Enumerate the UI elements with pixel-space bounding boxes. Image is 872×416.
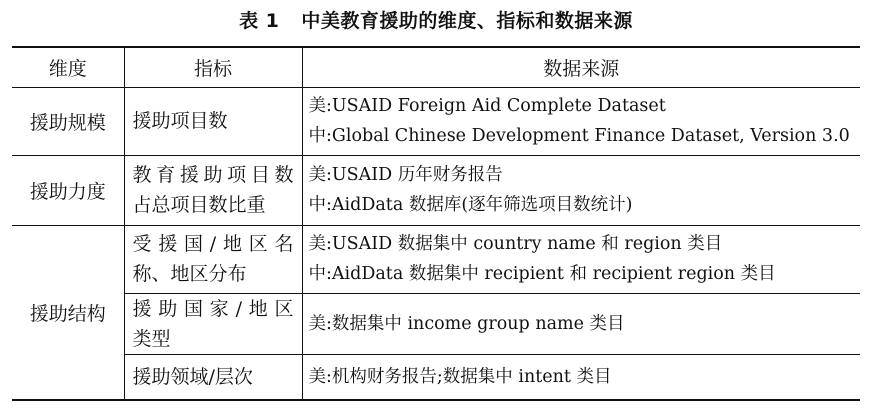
indicator-line: 教育援助项目数 — [132, 164, 294, 186]
indicator-cell — [124, 155, 302, 225]
table-row — [12, 354, 860, 400]
table-number: 表 1 — [239, 10, 280, 32]
table-row — [12, 87, 860, 155]
source-cell — [302, 225, 860, 293]
dimension-cell: 援助力度 — [12, 155, 124, 225]
source-line: 美:USAID 数据集中 country name 和 region 类目 — [308, 234, 723, 254]
indicator-cell — [124, 87, 302, 155]
dimension-cell: 援助规模 — [12, 87, 124, 155]
indicator-cell — [124, 354, 302, 400]
table-caption — [0, 8, 872, 34]
table-row — [12, 293, 860, 354]
table-row — [12, 155, 860, 225]
indicator-line: 称、地区分布 — [132, 263, 247, 285]
source-line: 美:USAID Foreign Aid Complete Dataset — [308, 96, 666, 116]
source-cell — [302, 293, 860, 354]
header-source: 数据来源 — [302, 47, 860, 87]
table-row — [12, 225, 860, 293]
indicator-line: 类型 — [132, 327, 171, 350]
data-table — [12, 46, 860, 401]
source-line: 中:Global Chinese Development Finance Dataset, Version 3.0 — [308, 126, 850, 146]
header-row — [12, 47, 860, 87]
dimension-cell: 援助结构 — [12, 225, 124, 400]
indicator-line: 援助国家/地区 — [132, 297, 294, 320]
indicator-cell — [124, 225, 302, 293]
source-line: 美:USAID 历年财务报告 — [308, 165, 503, 185]
indicator-line: 援助领域/层次 — [132, 365, 253, 388]
source-cell — [302, 354, 860, 400]
indicator-line: 占总项目数比重 — [132, 194, 266, 216]
table-title: 中美教育援助的维度、指标和数据来源 — [301, 10, 633, 32]
header-dimension: 维度 — [12, 47, 124, 87]
source-cell — [302, 87, 860, 155]
source-line: 美:数据集中 income group name 类目 — [308, 313, 625, 334]
indicator-line: 援助项目数 — [132, 110, 228, 132]
indicator-line: 受援国/地区名 — [132, 233, 294, 255]
source-cell — [302, 155, 860, 225]
indicator-cell — [124, 293, 302, 354]
source-line: 中:AidData 数据集中 recipient 和 recipient region 类目 — [308, 264, 776, 284]
header-indicator: 指标 — [124, 47, 302, 87]
source-line: 中:AidData 数据库(逐年筛选项目数统计) — [308, 195, 633, 215]
source-line: 美:机构财务报告;数据集中 intent 类目 — [308, 366, 612, 387]
